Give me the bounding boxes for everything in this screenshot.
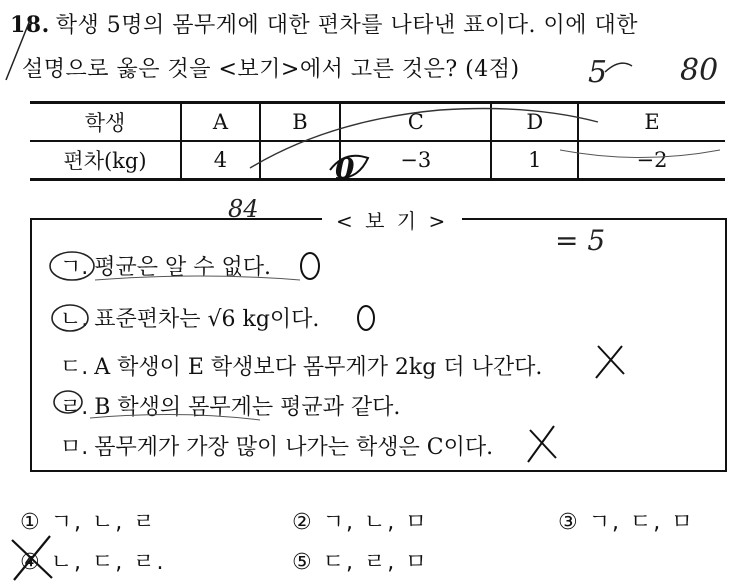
table-cell: D [491,103,578,142]
table-cell: B [260,103,340,142]
bogi-marker: ㅁ. [60,435,89,460]
question-text-1: 학생 5명의 몸무게에 대한 편차를 나타낸 표이다. 이에 대한 [55,13,639,38]
bogi-item [60,430,493,461]
handwritten-b-value: 0 [335,152,355,185]
table-row [30,141,725,180]
choice-number: ② [292,510,314,535]
handwritten-84: 84 [228,195,259,223]
question-line-1 [10,8,638,39]
choice-text: ㄱ, ㄷ, ㅁ [588,510,695,535]
table-cell: −2 [578,141,725,180]
table-cell [260,141,340,180]
choice-3[interactable] [558,505,694,536]
bogi-item [60,390,400,421]
table-cell: 4 [181,141,260,180]
table-cell: A [181,103,260,142]
table-cell: C [340,103,491,142]
bogi-text: B 학생의 몸무게는 평균과 같다. [94,395,401,420]
bogi-marker: ㄹ. [60,395,89,420]
choice-text: ㄱ, ㄴ, ㄹ [50,510,157,535]
choice-2[interactable] [292,505,428,536]
table-cell: 1 [491,141,578,180]
question-number: 18. [10,12,50,38]
bogi-text: 표준편차는 √6 kg이다. [94,307,320,332]
choice-number: ④ [20,550,42,575]
choice-1[interactable] [20,505,156,536]
bogi-text: A 학생이 E 학생보다 몸무게가 2kg 더 나간다. [94,355,543,380]
bogi-marker: ㄴ. [60,307,89,332]
table-cell: 편차(kg) [30,141,181,180]
handwritten-top-right: 80 [680,53,719,88]
choice-4[interactable] [20,545,165,576]
choice-text: ㄱ, ㄴ, ㅁ [322,510,429,535]
deviation-table [30,101,725,181]
bogi-text: 몸무게가 가장 많이 나가는 학생은 C이다. [94,435,494,460]
bogi-title: < 보 기 > [322,205,462,234]
bogi-marker: ㄱ. [60,255,89,280]
choice-number: ⑤ [292,550,314,575]
bogi-item [60,250,271,281]
table-cell: 학생 [30,103,181,142]
score-note-tail [605,63,632,72]
choice-text: ㄴ, ㄷ, ㄹ. [50,550,166,575]
handwritten-eq-note: = 5 [555,224,606,257]
table-cell: E [578,103,725,142]
choice-number: ① [20,510,42,535]
bogi-item [60,350,542,381]
choice-number: ③ [558,510,580,535]
handwritten-score-note: 5 [588,55,608,90]
bogi-text: 평균은 알 수 없다. [94,255,271,280]
choice-text: ㄷ, ㄹ, ㅁ [322,550,429,575]
bogi-marker: ㄷ. [60,355,89,380]
table-header-row [30,103,725,142]
bogi-item [60,302,319,333]
table-cell: −3 [340,141,491,180]
question-line-2: 설명으로 옳은 것을 <보기>에서 고른 것은? (4점) [22,57,520,82]
choice-5[interactable] [292,545,428,576]
